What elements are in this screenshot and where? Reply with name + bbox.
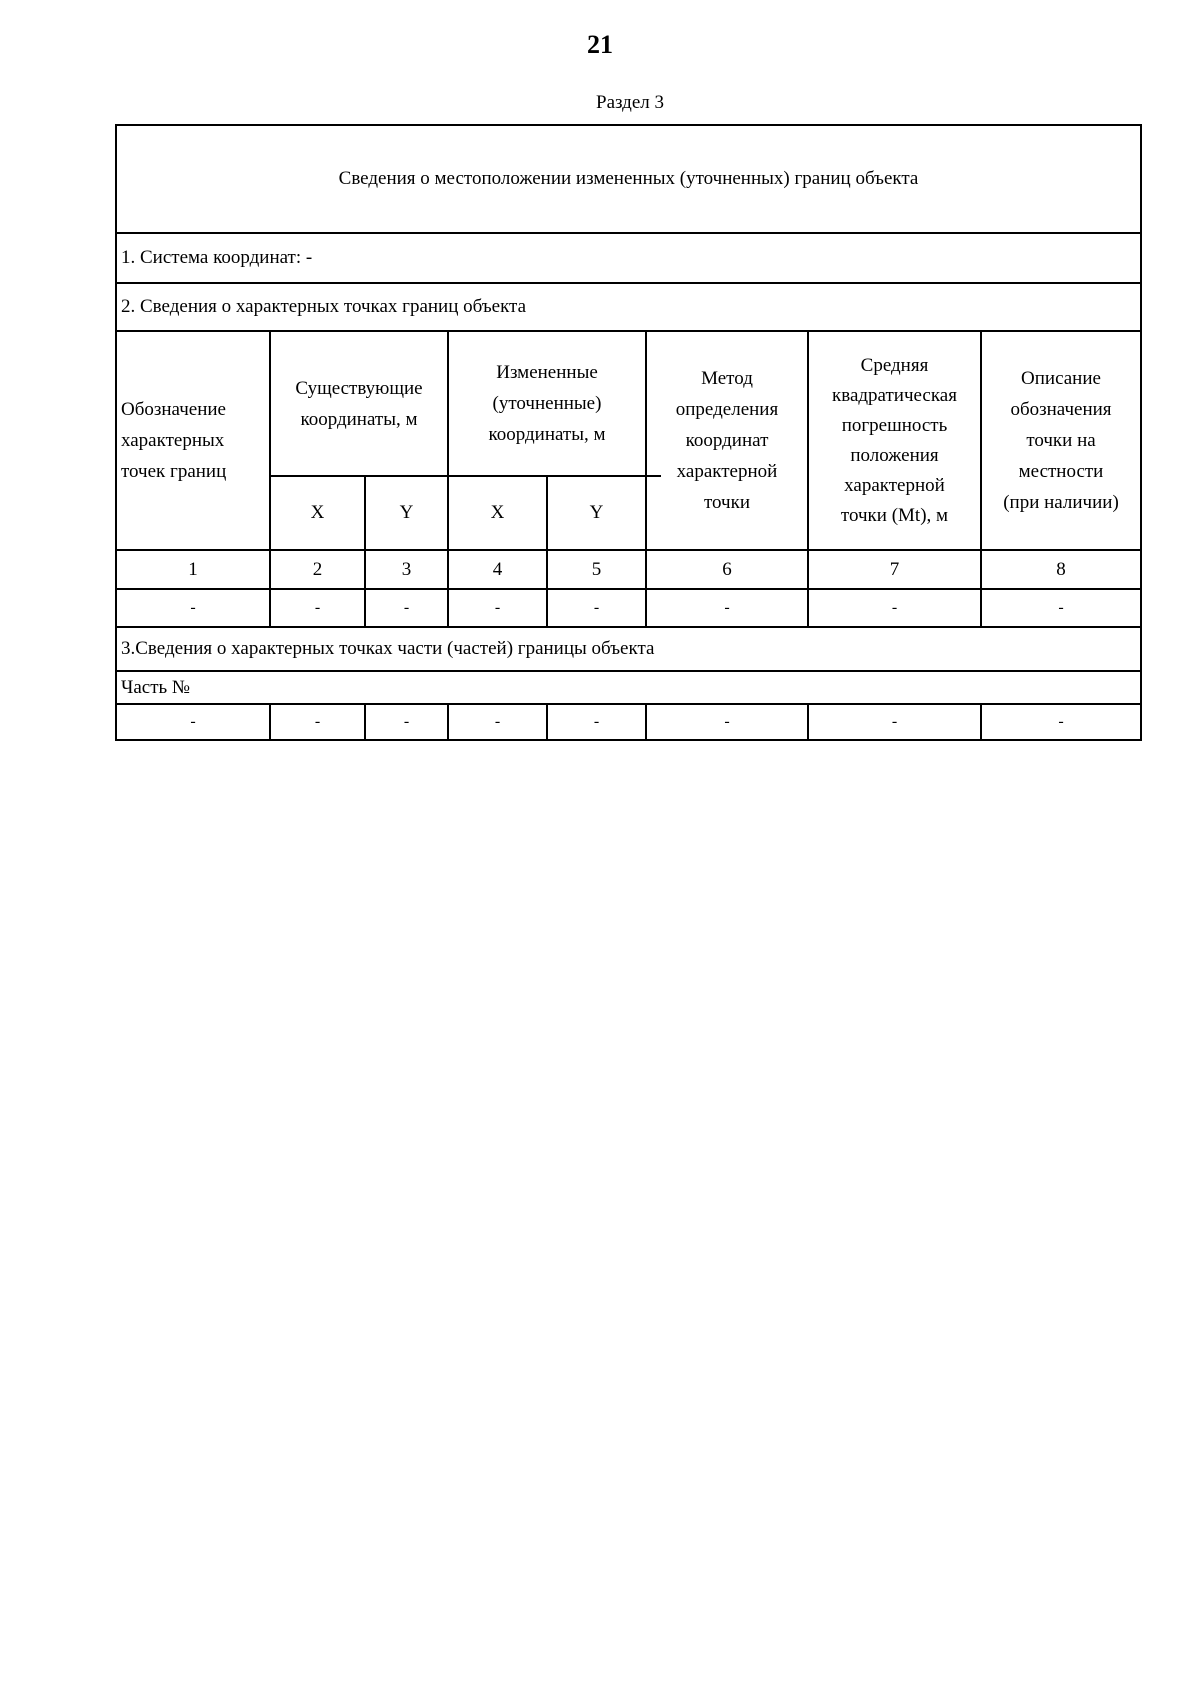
column-number: 7 (889, 558, 900, 580)
parts-subsection-heading: 3.Сведения о характерных точках части (частей) границы объекта (121, 638, 655, 659)
table-cell: - (403, 599, 410, 616)
table-cell: - (314, 713, 321, 730)
table-cell: - (593, 599, 600, 616)
column-number: 1 (188, 558, 198, 580)
table-cell: - (190, 713, 196, 730)
header-method: Метод определения координат характерной точки (675, 368, 779, 513)
header-existing-y: Y (399, 502, 414, 523)
column-number: 6 (722, 558, 732, 580)
section-table (115, 124, 1142, 741)
table-cell: - (724, 599, 730, 616)
table-cell: - (1058, 713, 1064, 730)
column-number: 2 (312, 558, 323, 580)
table-cell: - (1058, 599, 1064, 616)
column-number: 4 (492, 558, 503, 580)
header-existing-coordinates: Существующие координаты, м (295, 377, 423, 430)
table-cell: - (724, 713, 730, 730)
table-cell: - (314, 599, 321, 616)
coordinate-system-row: 1. Система координат: - (121, 247, 313, 268)
page-number: 21 (587, 30, 613, 59)
header-mean-square-error: Средняя квадратическая погрешность положения характерной точки (Mt), м (832, 354, 957, 526)
part-number-label: Часть № (121, 676, 191, 698)
table-cell: - (891, 713, 898, 730)
table-cell: - (494, 713, 501, 730)
header-changed-coordinates: Измененные (уточненные) координаты, м (488, 362, 606, 445)
header-existing-x: X (310, 502, 325, 523)
table-title: Сведения о местоположении измененных (уточненных) границ объекта (338, 168, 919, 189)
section-label: Раздел 3 (596, 92, 664, 113)
table-cell: - (403, 713, 410, 730)
column-number: 8 (1056, 558, 1066, 580)
header-changed-x: X (490, 502, 505, 523)
column-number: 5 (591, 558, 602, 580)
header-designation: Обозначение характерных точек границ (121, 399, 227, 482)
table-cell: - (494, 599, 501, 616)
header-description: Описание обозначения точки на местности (при наличии) (1003, 368, 1119, 513)
table-cell: - (190, 599, 196, 616)
points-subsection-heading: 2. Сведения о характерных точках границ объекта (121, 296, 527, 317)
table-cell: - (593, 713, 600, 730)
table-cell: - (891, 599, 898, 616)
column-number: 3 (401, 558, 412, 580)
header-changed-y: Y (589, 502, 604, 523)
